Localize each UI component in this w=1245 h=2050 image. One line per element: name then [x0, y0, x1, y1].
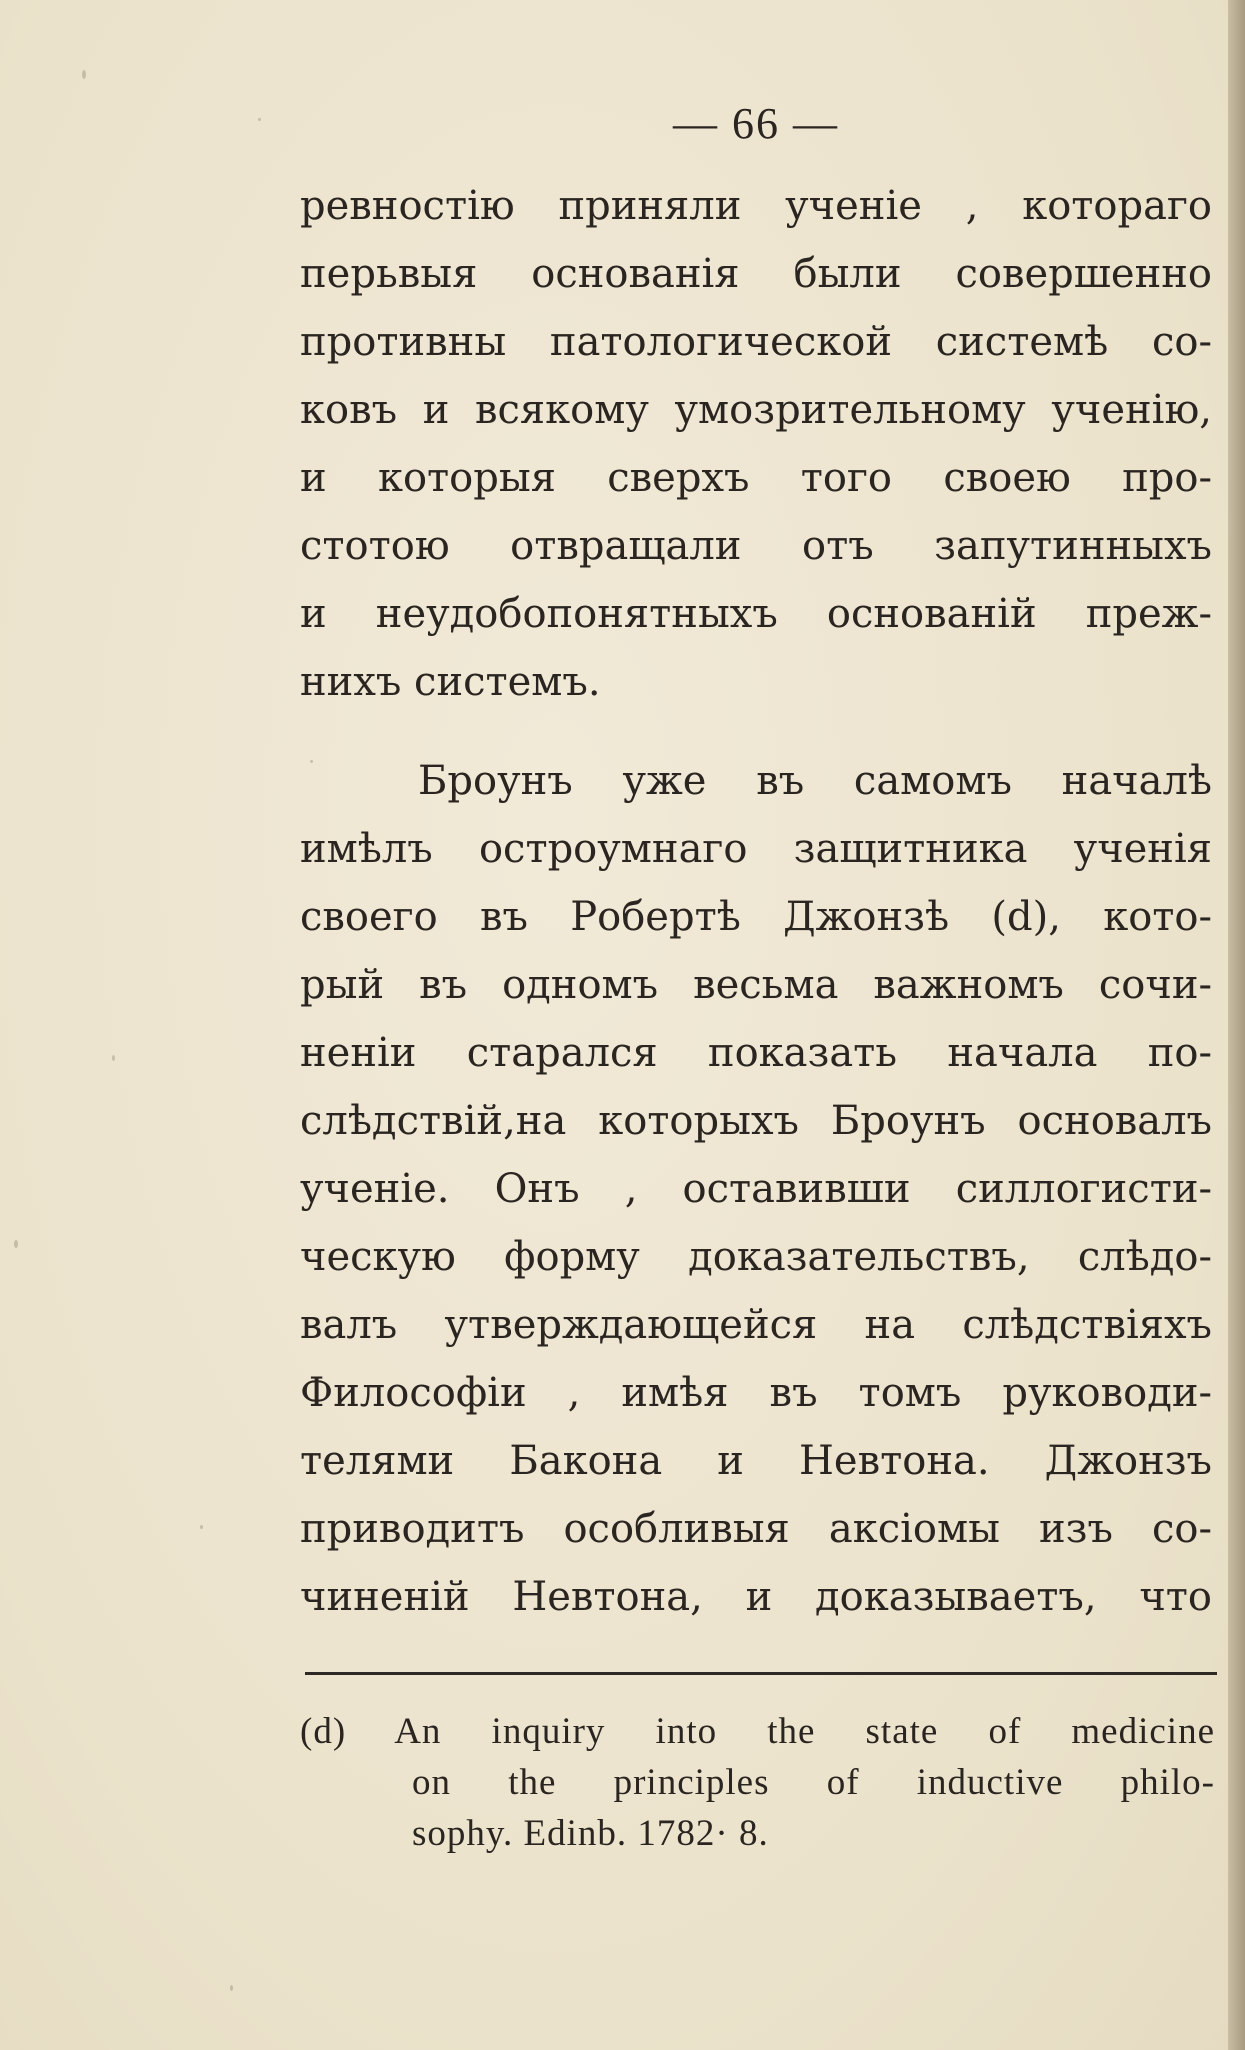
text-line: противны патологической системѣ со-	[300, 319, 1212, 365]
text-line: телями Бакона и Невтона. Джонзъ	[300, 1438, 1212, 1484]
text-line: слѣдствій,на которыхъ Броунъ основалъ	[300, 1098, 1212, 1144]
paragraph-2	[300, 747, 1212, 1631]
footnote-line: (d) An inquiry into the state of medicine	[300, 1711, 1215, 1752]
paper-speck	[310, 760, 313, 763]
text-line: рый въ одномъ весьма важномъ сочи-	[300, 962, 1212, 1008]
text-line: ковъ и всякому умозрительному ученію,	[300, 387, 1212, 433]
text-line: Броунъ уже въ самомъ началѣ	[418, 758, 1212, 804]
paper-speck	[230, 1985, 233, 1991]
footnote-line: on the principles of inductive philo-	[412, 1762, 1215, 1803]
text-line: ческую форму доказательствъ, слѣдо-	[300, 1234, 1212, 1280]
text-line: неніи старался показать начала по-	[300, 1030, 1212, 1076]
text-line: валъ утверждающейся на слѣдствіяхъ	[300, 1302, 1212, 1348]
text-line: и неудобопонятныхъ основаній преж-	[300, 591, 1212, 637]
paper-speck	[112, 1055, 115, 1061]
text-line: своего въ Робертѣ Джонзѣ (d), кото-	[300, 894, 1212, 940]
text-line: приводитъ особливыя аксіомы изъ со-	[300, 1506, 1212, 1552]
paper-speck	[200, 1525, 203, 1529]
page-number: — 66 —	[673, 99, 839, 148]
paper-speck	[82, 70, 86, 79]
paragraph-1	[300, 172, 1212, 716]
text-line: и которыя сверхъ того своею про-	[300, 455, 1212, 501]
footnote-rule	[305, 1672, 1217, 1675]
text-line: стотою отвращали отъ запутинныхъ	[300, 523, 1212, 569]
text-line: нихъ системъ.	[300, 659, 601, 705]
footnote	[300, 1706, 1215, 1859]
paper-speck	[258, 118, 261, 121]
text-line: ревностію приняли ученіе , котораго	[300, 183, 1212, 229]
text-line: Философіи , имѣя въ томъ руководи-	[300, 1370, 1212, 1416]
text-line: имѣлъ остроумнаго защитника ученія	[300, 826, 1212, 872]
page-edge	[1228, 0, 1245, 2050]
text-line: перьвыя основанія были совершенно	[300, 251, 1212, 297]
text-line: чиненій Невтона, и доказываетъ, что	[300, 1574, 1212, 1620]
text-line: ученіе. Онъ , оставивши силлогисти-	[300, 1166, 1212, 1212]
paper-speck	[14, 1240, 18, 1248]
footnote-line: sophy. Edinb. 1782· 8.	[412, 1813, 769, 1854]
